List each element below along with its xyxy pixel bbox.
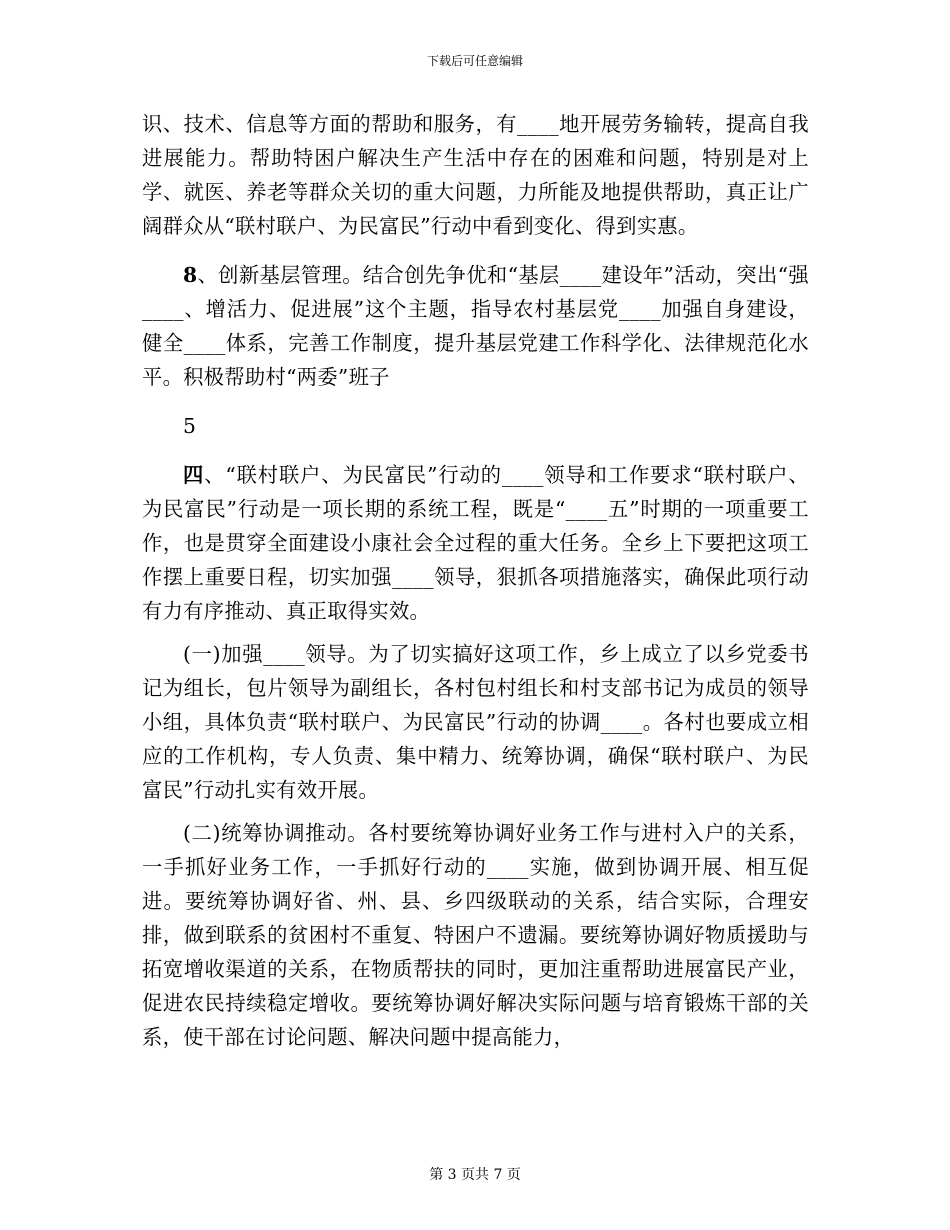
paragraph-text: 、创新基层管理。结合创先争优和“基层____建设年”活动，突出“强____、增活力、促进展”这个主题，指导农村基层党____加强自身建设，健全____体系，完善工作制度，提升基层党建工作科学化、法律规范化水平。积极帮助村“两委”班子 <box>142 263 809 389</box>
paragraph-subsection-1: (一)加强____领导。为了切实搞好这项工作，乡上成立了以乡党委书记为组长，包片领导为副组长，各村包村组长和村支部书记为成员的领导小组，具体负责“联村联户、为民富民”行动的协调____。各村也要成立相应的工作机构，专人负责、集中精力、统筹协调，确保“联村联户、为民富民”行动扎实有效开展。 <box>142 642 809 802</box>
page-header: 下载后可任意编辑 <box>426 54 523 68</box>
paragraph-item-8 <box>142 258 809 394</box>
section-four <box>142 458 809 628</box>
paragraph-continuation: 识、技术、信息等方面的帮助和服务，有____地开展劳务输转，提高自我进展能力。帮助特困户解决生产生活中存在的困难和问题，特别是对上学、就医、养老等群众关切的重大问题，力所能及地提供帮助，真正让广阔群众从“联村联户、为民富民”行动中看到变化、得到实惠。 <box>142 112 809 238</box>
section-number: 四 <box>183 463 205 487</box>
paragraph-subsection-2: (二)统筹协调推动。各村要统筹协调好业务工作与进村入户的关系，一手抓好业务工作，一手抓好行动的____实施，做到协调开展、相互促进。要统筹协调好省、州、县、乡四级联动的关系，结合实际，合理安排，做到联系的贫困村不重复、特困户不遗漏。要统筹协调好物质援助与拓宽增收渠道的关系，在物质帮扶的同时，更加注重帮助进展富民产业，促进农民持续稳定增收。要统筹协调好解决实际问题与培育锻炼干部的关系，使干部在讨论问题、解决问题中提高能力， <box>142 821 809 1049</box>
item-number: 8 <box>183 263 198 287</box>
paragraph-text: 、“联村联户、为民富民”行动的____领导和工作要求“联村联户、为民富民”行动是一项长期的系统工程，既是“____五”时期的一项重要工作，也是贯穿全面建设小康社会全过程的重大任务。全乡上下要把这项工作摆上重要日程，切实加强____领导，狠抓各项措施落实，确保此项行动有力有序推动、真正取得实效。 <box>142 463 809 623</box>
page-marker: 5 <box>183 414 197 438</box>
page-footer: 第 3 页共 7 页 <box>429 1167 521 1183</box>
document-body <box>142 107 809 1063</box>
